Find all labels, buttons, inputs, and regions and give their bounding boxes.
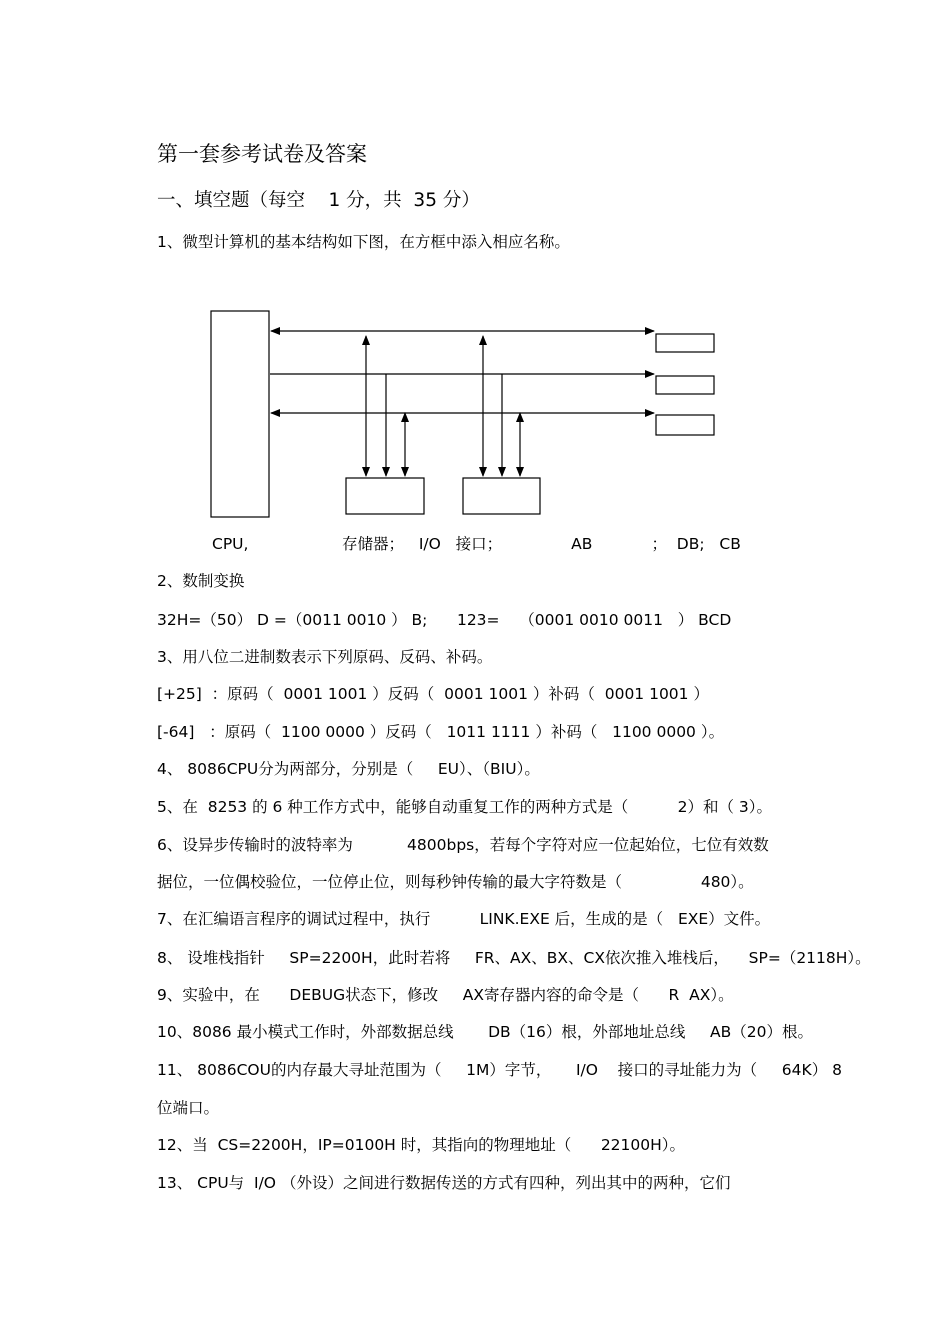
question-3-line-1: [+25] ：原码（ 0001 1001 ）反码（ 0001 1001 ）补码（ 0001 1001 ）: [157, 685, 709, 703]
question-7: 7、在汇编语言程序的调试过程中，执行 LINK.EXE 后，生成的是（ EXE）文件。: [157, 910, 771, 928]
io-box-1: [656, 334, 714, 352]
memory-box: [346, 478, 424, 514]
question-12: 12、当 CS=2200H，IP=0100H 时，其指向的物理地址（ 22100H）。: [157, 1136, 686, 1154]
question-1-answer: CPU, 存储器； I/O 接口； AB ； DB; CB: [212, 535, 741, 553]
question-11-line-1: 11、 8086COU的内存最大寻址范围为（ 1M）字节， I/O 接口的寻址能力为（ 64K） 8: [157, 1061, 842, 1079]
question-2-answer: 32H=（50） D =（0011 0010 ） B; 123= （0001 0010 0011 ） BCD: [157, 611, 732, 629]
io-box-3: [656, 415, 714, 435]
question-6-line-2: 据位，一位偶校验位，一位停止位，则每秒钟传输的最大字符数是（ 480）。: [157, 873, 754, 891]
io-box-2: [656, 376, 714, 394]
question-4: 4、 8086CPU分为两部分，分别是（ EU）、（BIU）。: [157, 760, 540, 778]
question-8: 8、 设堆栈指针 SP=2200H，此时若将 FR、AX、BX、CX依次推入堆栈后， SP=（2118H）。: [157, 949, 871, 967]
question-5: 5、在 8253 的 6 种工作方式中，能够自动重复工作的两种方式是（ 2）和（ 3）。: [157, 798, 772, 816]
question-11-line-2: 位端口。: [157, 1099, 220, 1117]
question-9: 9、实验中，在 DEBUG状态下，修改 AX寄存器内容的命令是（ R AX）。: [157, 986, 734, 1004]
section-heading: 一、填空题（每空 1 分，共 35 分）: [157, 190, 480, 211]
question-13: 13、 CPU与 I/O （外设）之间进行数据传送的方式有四种，列出其中的两种，它们: [157, 1174, 731, 1192]
question-1: 1、微型计算机的基本结构如下图，在方框中添入相应名称。: [157, 233, 570, 251]
question-3-line-2: [-64] ：原码（ 1100 0000 ）反码（ 1011 1111 ）补码（ 1100 0000 ）。: [157, 723, 725, 741]
question-6-line-1: 6、设异步传输时的波特率为 4800bps，若每个字符对应一位起始位，七位有效数: [157, 836, 769, 854]
cpu-box: [211, 311, 269, 517]
question-3: 3、用八位二进制数表示下列原码、反码、补码。: [157, 648, 493, 666]
question-2: 2、数制变换: [157, 572, 245, 590]
question-10: 10、8086 最小模式工作时，外部数据总线 DB（16）根，外部地址总线 AB（20）根。: [157, 1023, 813, 1041]
page-title: 第一套参考试卷及答案: [157, 142, 367, 166]
computer-structure-diagram: [200, 300, 730, 530]
io-interface-box: [463, 478, 540, 514]
